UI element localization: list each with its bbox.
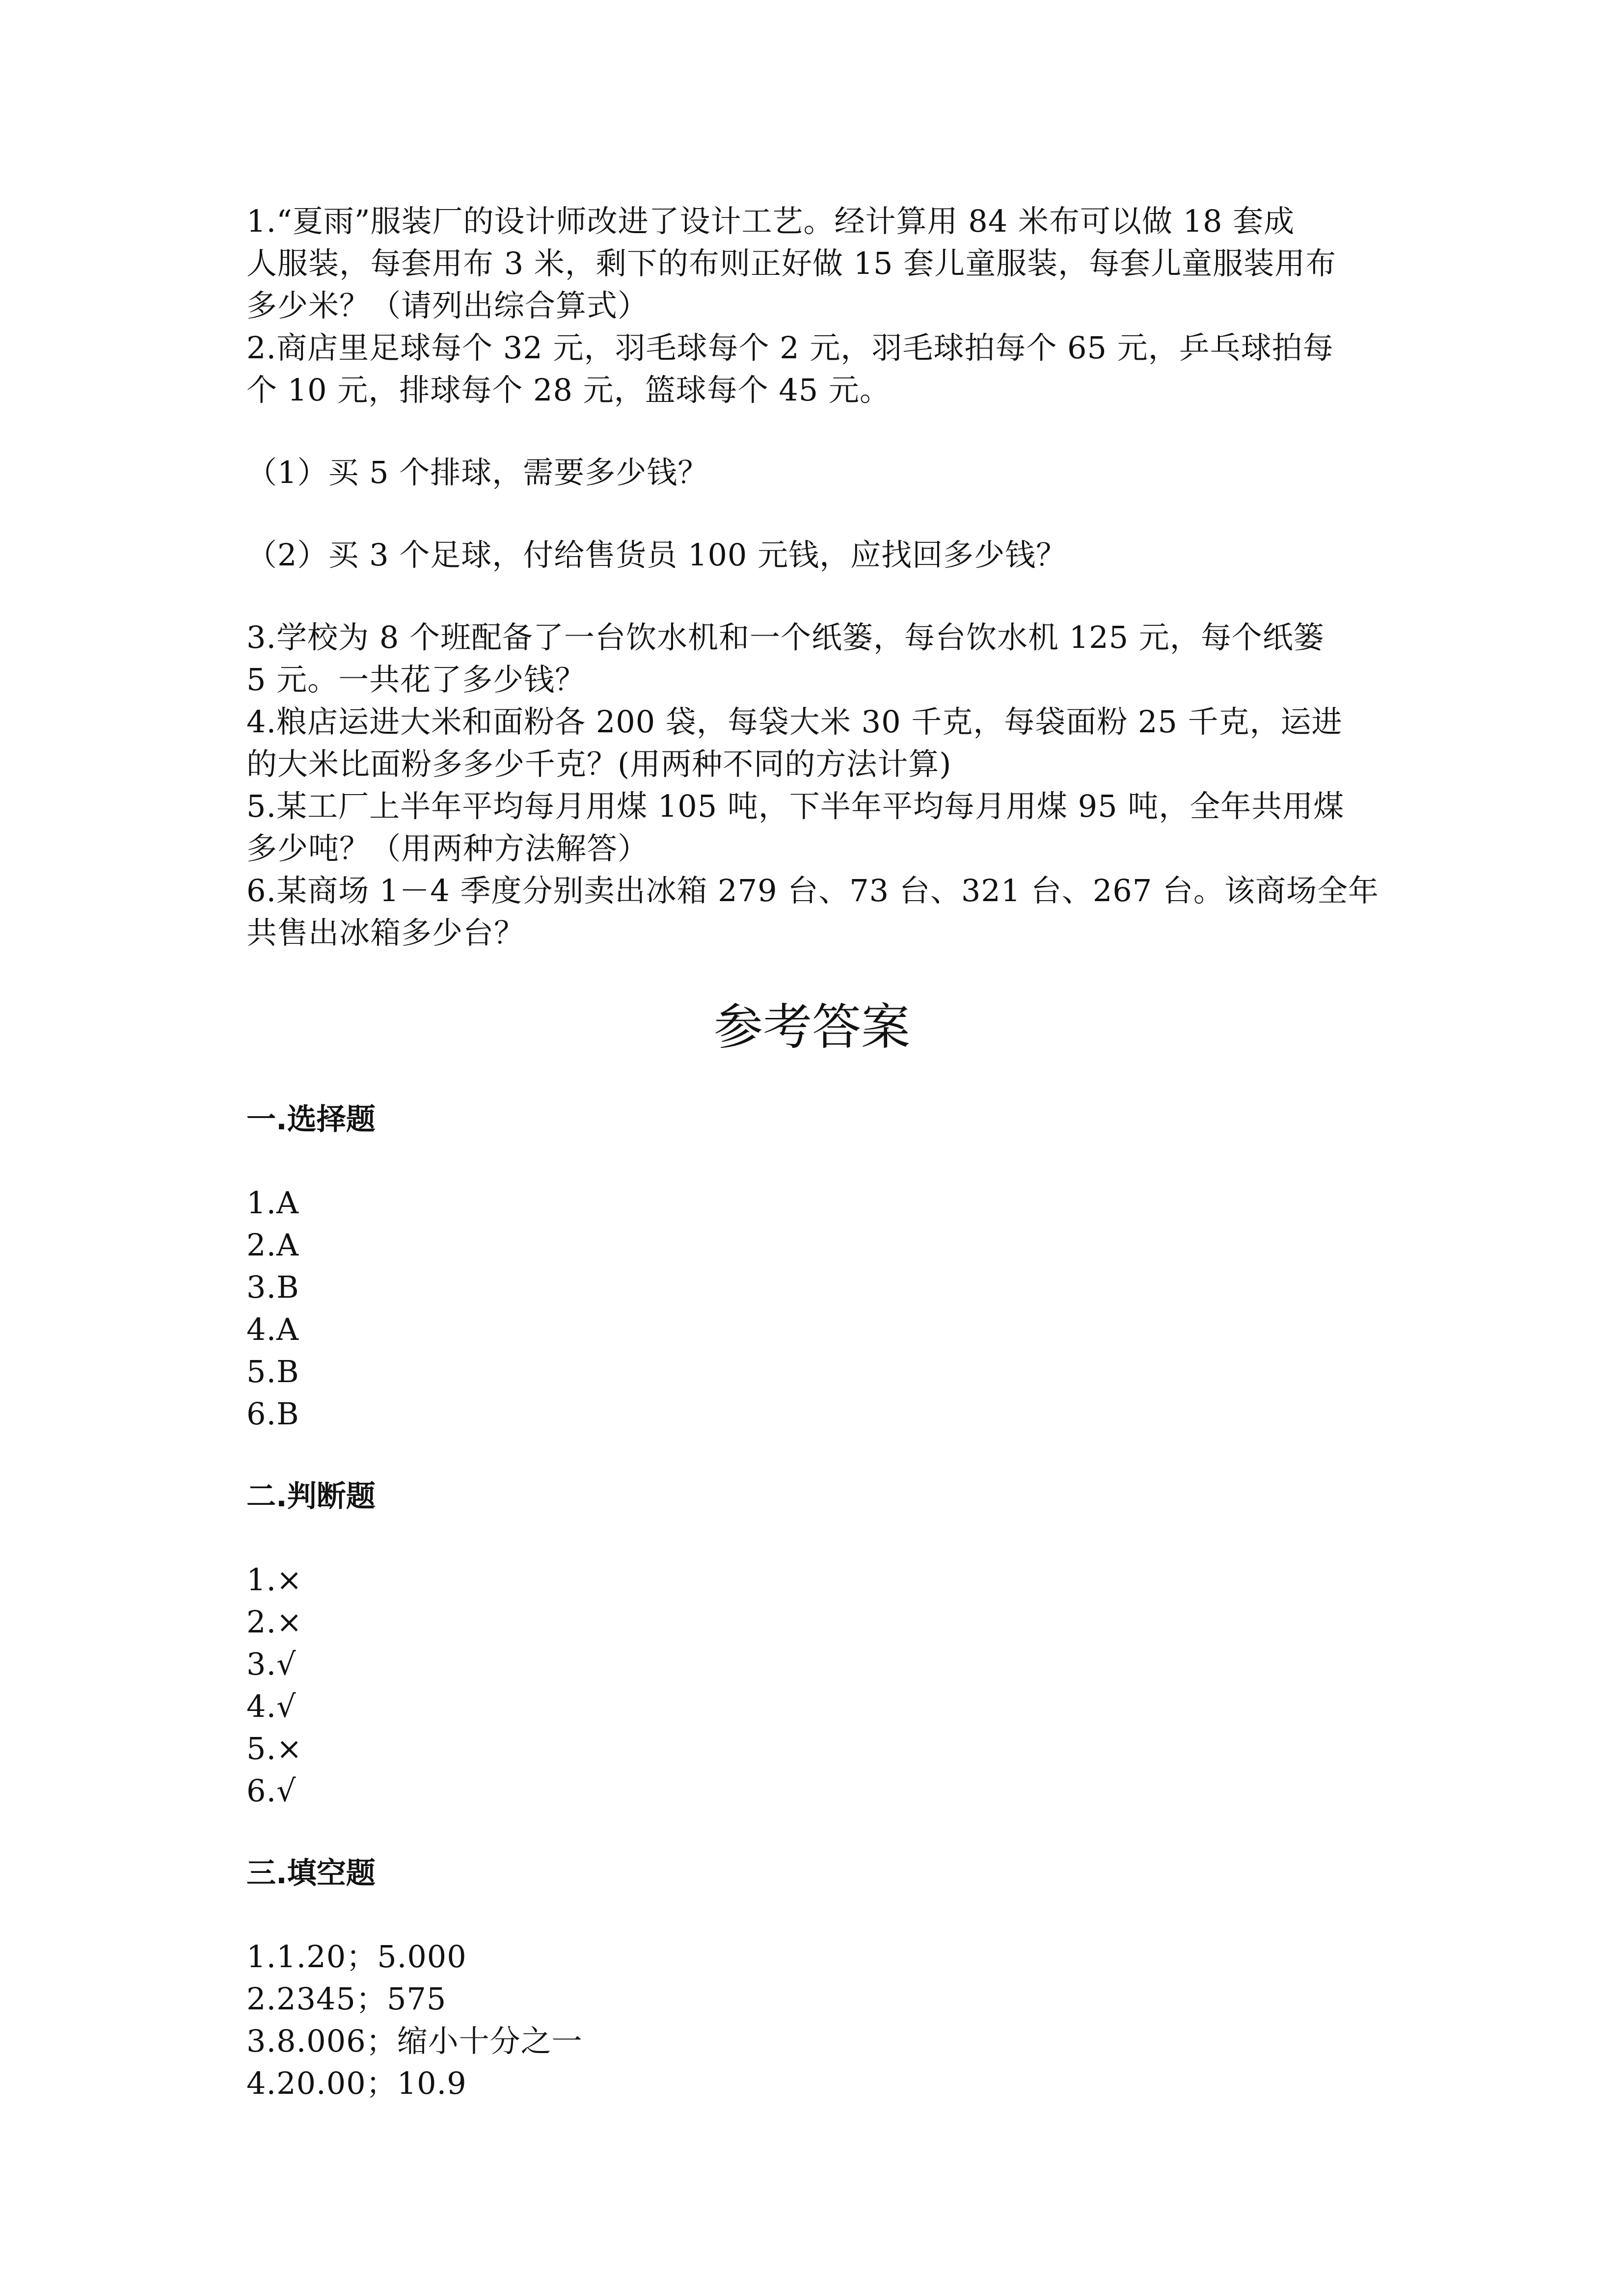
problem-5-line-2: 多少吨？（用两种方法解答）	[246, 830, 649, 866]
answer-choice-5: 5.B	[246, 1354, 299, 1389]
answer-key-title: 参考答案	[714, 998, 910, 1056]
answer-fill-2: 2.2345；575	[246, 1981, 447, 2017]
answer-choice-1: 1.A	[246, 1185, 299, 1221]
answer-judge-5: 5.×	[246, 1731, 303, 1766]
problem-2-sub-2: （2）买 3 个足球，付给售货员 100 元钱，应找回多少钱？	[246, 537, 1067, 573]
problem-5-line-1: 5.某工厂上半年平均每月用煤 105 吨，下半年平均每月用煤 95 吨，全年共用煤	[246, 788, 1345, 824]
problem-6-line-2: 共售出冰箱多少台？	[246, 915, 525, 951]
problem-2-line-2: 个 10 元，排球每个 28 元，篮球每个 45 元。	[246, 372, 891, 408]
answer-judge-6: 6.√	[246, 1773, 297, 1809]
problem-4-line-2: 的大米比面粉多多少千克？(用两种不同的方法计算)	[246, 746, 952, 782]
problem-3-line-1: 3.学校为 8 个班配备了一台饮水机和一个纸篓，每台饮水机 125 元，每个纸篓	[246, 619, 1325, 655]
answer-choice-2: 2.A	[246, 1227, 299, 1263]
answer-choice-6: 6.B	[246, 1396, 299, 1432]
answer-fill-3: 3.8.006；缩小十分之一	[246, 2023, 583, 2059]
answer-judge-1: 1.×	[246, 1562, 303, 1598]
problem-2-line-1: 2.商店里足球每个 32 元，羽毛球每个 2 元，羽毛球拍每个 65 元，乒乓球拍每	[246, 330, 1334, 366]
answer-choice-3: 3.B	[246, 1269, 299, 1305]
answer-judge-4: 4.√	[246, 1688, 297, 1724]
problem-3-line-2: 5 元。一共花了多少钱？	[246, 662, 586, 697]
problem-4-line-1: 4.粮店运进大米和面粉各 200 袋，每袋大米 30 千克，每袋面粉 25 千克，运进	[246, 704, 1343, 740]
problem-2-sub-1: （1）买 5 个排球，需要多少钱？	[246, 454, 709, 490]
section-title-choice: 一.选择题	[246, 1102, 376, 1137]
answer-fill-1: 1.1.20；5.000	[246, 1939, 467, 1975]
problem-1-line-3: 多少米？（请列出综合算式）	[246, 288, 649, 323]
problem-1-line-2: 人服装，每套用布 3 米，剩下的布则正好做 15 套儿童服装，每套儿童服装用布	[246, 245, 1337, 281]
problem-6-line-1: 6.某商场 1－4 季度分别卖出冰箱 279 台、73 台、321 台、267 台。该商场全年	[246, 873, 1379, 908]
problem-1-line-1: 1.“夏雨”服装厂的设计师改进了设计工艺。经计算用 84 米布可以做 18 套成	[246, 203, 1295, 239]
section-title-fill: 三.填空题	[246, 1856, 376, 1891]
section-title-judge: 二.判断题	[246, 1479, 376, 1514]
answer-judge-3: 3.√	[246, 1646, 297, 1682]
answer-fill-4: 4.20.00；10.9	[246, 2065, 467, 2101]
answer-choice-4: 4.A	[246, 1311, 299, 1347]
answer-judge-2: 2.×	[246, 1604, 303, 1640]
